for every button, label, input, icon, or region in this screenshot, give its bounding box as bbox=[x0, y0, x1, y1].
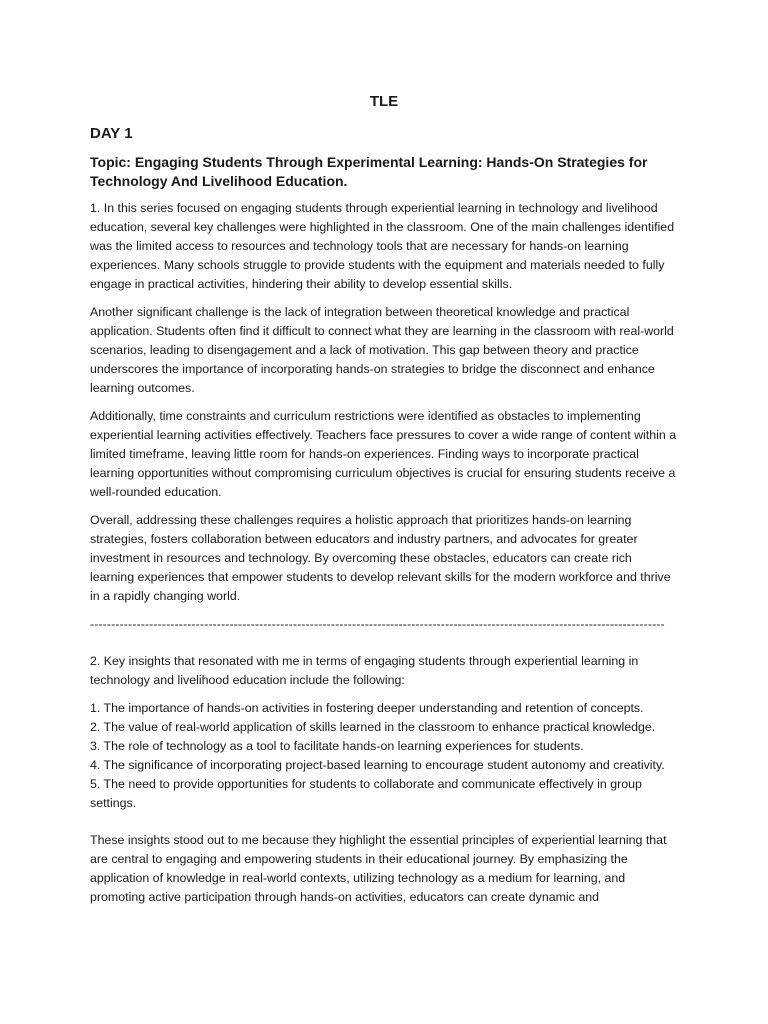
list-item: 1. The importance of hands-on activities in fostering deeper understanding and retention of concepts. bbox=[90, 701, 644, 715]
list-item: 2. The value of real-world application of skills learned in the classroom to enhance practical knowledge. bbox=[90, 720, 656, 734]
document-page bbox=[90, 92, 678, 916]
paragraph-challenges-4: Overall, addressing these challenges requires a holistic approach that prioritizes hands-on learning strategies, fosters collaboration between educators and industry partners, and advocates for greater investment in resources and technology. By overcoming these obstacles, educators can create rich learning experiences that empower students to develop relevant skills for the modern workforce and thrive in a rapidly changing world. bbox=[90, 513, 671, 603]
day-heading: DAY 1 bbox=[90, 125, 133, 142]
topic-heading: Topic: Engaging Students Through Experimental Learning: Hands-On Strategies for Technology And Livelihood Education. bbox=[90, 154, 648, 189]
section-divider: ---------------------------------------------------------------------------------------------------------------------------------------- bbox=[90, 617, 665, 631]
list-item: 3. The role of technology as a tool to facilitate hands-on learning experiences for students. bbox=[90, 739, 584, 753]
paragraph-closing: These insights stood out to me because they highlight the essential principles of experiential learning that are central to engaging and empowering students in their educational journey. By emphasizing the application of knowledge in real-world contexts, utilizing technology as a medium for learning, and promoting active participation through hands-on activities, educators can create dynamic and bbox=[90, 833, 667, 904]
insights-list bbox=[90, 699, 678, 813]
paragraph-challenges-1: 1. In this series focused on engaging students through experiential learning in technology and livelihood education, several key challenges were highlighted in the classroom. One of the main challenges identified was the limited access to resources and technology tools that are necessary for hands-on learning experiences. Many schools struggle to provide students with the equipment and materials needed to fully engage in practical activities, hindering their ability to develop essential skills. bbox=[90, 201, 675, 291]
paragraph-challenges-3: Additionally, time constraints and curriculum restrictions were identified as obstacles to implementing experiential learning activities effectively. Teachers face pressures to cover a wide range of content within a limited timeframe, leaving little room for hands-on experiences. Finding ways to incorporate practical learning opportunities without compromising curriculum objectives is crucial for ensuring students receive a well-rounded education. bbox=[90, 409, 677, 499]
paragraph-challenges-2: Another significant challenge is the lack of integration between theoretical knowledge and practical application. Students often find it difficult to connect what they are learning in the classroom with real-world scenarios, leading to disengagement and a lack of motivation. This gap between theory and practice underscores the importance of incorporating hands-on strategies to bridge the disconnect and enhance learning outcomes. bbox=[90, 305, 674, 395]
list-item: 5. The need to provide opportunities for students to collaborate and communicate effectively in group settings. bbox=[90, 777, 642, 810]
paragraph-insights-intro: 2. Key insights that resonated with me in terms of engaging students through experiential learning in technology and livelihood education include the following: bbox=[90, 654, 639, 687]
list-item: 4. The significance of incorporating project-based learning to encourage student autonomy and creativity. bbox=[90, 758, 665, 772]
document-title: TLE bbox=[369, 93, 399, 110]
